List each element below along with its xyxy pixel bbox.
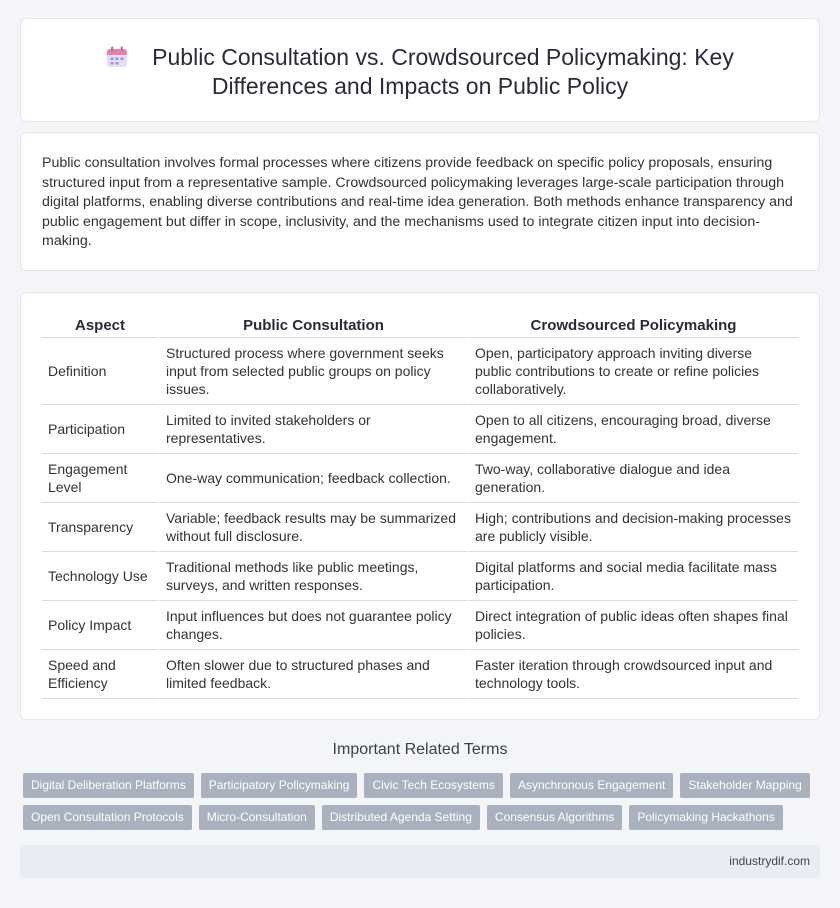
intro-card	[20, 132, 820, 271]
public-consultation-cell: Traditional methods like public meetings, surveys, and written responses.	[158, 552, 467, 601]
aspect-cell: Policy Impact	[42, 601, 158, 650]
public-consultation-cell: Variable; feedback results may be summarized without full disclosure.	[158, 503, 467, 552]
aspect-cell: Technology Use	[42, 552, 158, 601]
crowdsourced-cell: Direct integration of public ideas often shapes final policies.	[467, 601, 798, 650]
table-row	[42, 650, 798, 699]
table-row	[42, 405, 798, 454]
public-consultation-cell: One-way communication; feedback collection.	[158, 454, 467, 503]
related-term-tag[interactable]: Micro-Consultation	[199, 805, 315, 830]
page-title: Public Consultation vs. Crowdsourced Policymaking: Key Differences and Impacts on Public Policy	[152, 44, 734, 99]
calendar-icon	[106, 46, 128, 68]
table-row	[42, 338, 798, 405]
related-terms-row-1	[23, 773, 810, 798]
aspect-cell: Speed and Efficiency	[42, 650, 158, 699]
public-consultation-cell: Often slower due to structured phases and limited feedback.	[158, 650, 467, 699]
aspect-cell: Engagement Level	[42, 454, 158, 503]
aspect-cell: Definition	[42, 338, 158, 405]
aspect-cell: Transparency	[42, 503, 158, 552]
related-term-tag[interactable]: Participatory Policymaking	[201, 773, 358, 798]
table-header-row	[42, 317, 798, 338]
table-row	[42, 454, 798, 503]
related-term-tag[interactable]: Digital Deliberation Platforms	[23, 773, 194, 798]
related-terms-heading: Important Related Terms	[332, 741, 508, 758]
crowdsourced-cell: Faster iteration through crowdsourced input and technology tools.	[467, 650, 798, 699]
header-aspect: Aspect	[42, 317, 158, 338]
related-term-tag[interactable]: Civic Tech Ecosystems	[364, 773, 502, 798]
public-consultation-cell: Limited to invited stakeholders or representatives.	[158, 405, 467, 454]
header-public-consultation: Public Consultation	[158, 317, 467, 338]
crowdsourced-cell: Digital platforms and social media facilitate mass participation.	[467, 552, 798, 601]
related-terms-row-2	[23, 805, 783, 830]
crowdsourced-cell: Open to all citizens, encouraging broad, diverse engagement.	[467, 405, 798, 454]
related-term-tag[interactable]: Open Consultation Protocols	[23, 805, 192, 830]
related-term-tag[interactable]: Distributed Agenda Setting	[322, 805, 480, 830]
crowdsourced-cell: High; contributions and decision-making processes are publicly visible.	[467, 503, 798, 552]
crowdsourced-cell: Two-way, collaborative dialogue and idea generation.	[467, 454, 798, 503]
intro-paragraph: Public consultation involves formal processes where citizens provide feedback on specific policy proposals, ensuring structured input from a representative sample. Crowdsourced policymaking leverages large-scale participation through digital platforms, enabling diverse contributions and real-time idea generation. Both methods enhance transparency and public engagement but differ in scope, inclusivity, and the mechanisms used to integrate citizen input into decision-making.	[42, 155, 793, 250]
footer	[20, 845, 820, 878]
page-title-wrap	[21, 43, 819, 101]
crowdsourced-cell: Open, participatory approach inviting diverse public contributions to create or refine policies collaboratively.	[467, 338, 798, 405]
table-row	[42, 503, 798, 552]
table-row	[42, 552, 798, 601]
comparison-table-card	[20, 292, 820, 720]
related-term-tag[interactable]: Consensus Algorithms	[487, 805, 622, 830]
public-consultation-cell: Input influences but does not guarantee policy changes.	[158, 601, 467, 650]
related-term-tag[interactable]: Policymaking Hackathons	[629, 805, 782, 830]
related-term-tag[interactable]: Asynchronous Engagement	[510, 773, 673, 798]
aspect-cell: Participation	[42, 405, 158, 454]
header-crowdsourced-policymaking: Crowdsourced Policymaking	[467, 317, 798, 338]
comparison-table	[42, 317, 798, 699]
title-card	[20, 18, 820, 122]
table-row	[42, 601, 798, 650]
related-term-tag[interactable]: Stakeholder Mapping	[680, 773, 809, 798]
footer-site-link[interactable]: industrydif.com	[729, 854, 810, 868]
public-consultation-cell: Structured process where government seeks input from selected public groups on policy issues.	[158, 338, 467, 405]
